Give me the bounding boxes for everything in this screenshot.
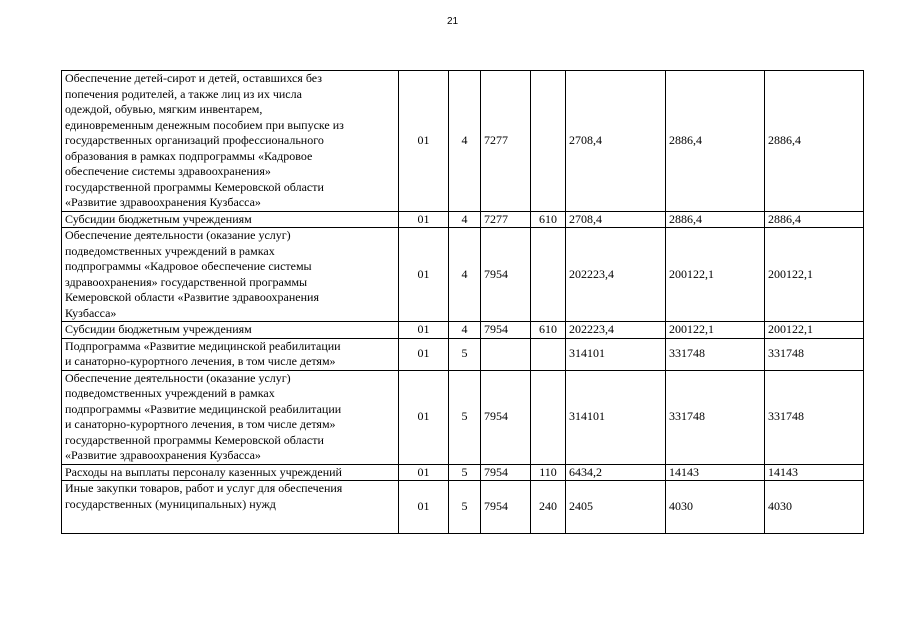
section-code: 01	[399, 338, 449, 370]
description-line: подведомственных учреждений в рамках	[65, 243, 275, 258]
table-row	[62, 464, 864, 481]
article-code: 7277	[481, 211, 531, 228]
section-code: 01	[399, 464, 449, 481]
table-row	[62, 370, 864, 464]
section-code: 01	[399, 322, 449, 339]
amount-1: 202223,4	[566, 228, 666, 322]
amount-3: 4030	[765, 481, 864, 534]
article-code: 7954	[481, 370, 531, 464]
section-code: 01	[399, 71, 449, 212]
article-code: 7277	[481, 71, 531, 212]
amount-1: 2708,4	[566, 71, 666, 212]
section-code: 01	[399, 228, 449, 322]
budget-table-body	[62, 71, 864, 534]
section-code: 01	[399, 211, 449, 228]
description-line: Субсидии бюджетным учреждениям	[65, 322, 252, 336]
budget-table	[61, 70, 864, 534]
row-description	[62, 338, 399, 370]
table-row	[62, 211, 864, 228]
row-description	[62, 211, 399, 228]
expense-type-code: 240	[531, 481, 566, 534]
expense-type-code	[531, 338, 566, 370]
subsection-code: 5	[449, 481, 481, 534]
table-row	[62, 228, 864, 322]
subsection-code: 4	[449, 71, 481, 212]
amount-2: 331748	[666, 370, 765, 464]
amount-3: 14143	[765, 464, 864, 481]
subsection-code: 5	[449, 464, 481, 481]
row-description	[62, 370, 399, 464]
subsection-code: 5	[449, 338, 481, 370]
description-line: Кузбасса»	[65, 305, 117, 320]
page-number: 21	[446, 16, 459, 27]
description-line: Обеспечение детей-сирот и детей, оставшихся без	[65, 71, 322, 85]
amount-2: 14143	[666, 464, 765, 481]
table-row	[62, 481, 864, 534]
description-line: Обеспечение деятельности (оказание услуг)	[65, 228, 291, 242]
amount-2: 331748	[666, 338, 765, 370]
description-line: здравоохранения» государственной программы	[65, 274, 308, 289]
subsection-code: 5	[449, 370, 481, 464]
expense-type-code: 610	[531, 211, 566, 228]
description-line: одеждой, обувью, мягким инвентарем,	[65, 102, 263, 116]
article-code: 7954	[481, 228, 531, 322]
amount-2: 2886,4	[666, 211, 765, 228]
description-line: государственной программы Кемеровской области	[65, 179, 324, 194]
expense-type-code: 610	[531, 322, 566, 339]
article-code	[481, 338, 531, 370]
subsection-code: 4	[449, 322, 481, 339]
amount-1: 6434,2	[566, 464, 666, 481]
row-description	[62, 71, 399, 212]
expense-type-code	[531, 228, 566, 322]
article-code: 7954	[481, 322, 531, 339]
description-line: попечения родителей, а также лиц из их числа	[65, 86, 302, 101]
description-line: Обеспечение деятельности (оказание услуг)	[65, 370, 291, 385]
amount-3: 200122,1	[765, 322, 864, 339]
description-line: государственных организаций профессионального	[65, 133, 324, 147]
row-description	[62, 464, 399, 481]
description-line: обеспечение системы здравоохранения»	[65, 164, 271, 178]
description-line: «Развитие здравоохранения Кузбасса»	[65, 448, 261, 462]
description-line: подпрограммы «Развитие медицинской реабилитации	[65, 401, 342, 416]
description-line: подведомственных учреждений в рамках	[65, 386, 275, 400]
table-row	[62, 338, 864, 370]
amount-1: 314101	[566, 370, 666, 464]
description-line: и санаторно-курортного лечения, в том числе детям»	[65, 354, 336, 368]
amount-1: 2708,4	[566, 211, 666, 228]
amount-1: 202223,4	[566, 322, 666, 339]
amount-2: 2886,4	[666, 71, 765, 212]
description-line: государственной программы Кемеровской области	[65, 432, 324, 447]
description-line: подпрограммы «Кадровое обеспечение системы	[65, 259, 312, 273]
expense-type-code: 110	[531, 464, 566, 481]
description-line: Иные закупки товаров, работ и услуг для обеспечения	[65, 481, 343, 495]
description-line: и санаторно-курортного лечения, в том числе детям»	[65, 417, 336, 431]
expense-type-code	[531, 71, 566, 212]
description-line: единовременным денежным пособием при выпуске из	[65, 117, 344, 132]
table-row	[62, 71, 864, 212]
article-code: 7954	[481, 481, 531, 534]
description-line: образования в рамках подпрограммы «Кадровое	[65, 148, 313, 163]
description-line: государственных (муниципальных) нужд	[65, 496, 276, 511]
section-code: 01	[399, 370, 449, 464]
row-description	[62, 228, 399, 322]
amount-3: 2886,4	[765, 71, 864, 212]
description-line: Субсидии бюджетным учреждениям	[65, 211, 252, 226]
amount-2: 4030	[666, 481, 765, 534]
subsection-code: 4	[449, 211, 481, 228]
amount-3: 200122,1	[765, 228, 864, 322]
amount-2: 200122,1	[666, 228, 765, 322]
row-description	[62, 322, 399, 339]
description-line: Расходы на выплаты персоналу казенных учреждений	[65, 464, 342, 479]
section-code: 01	[399, 481, 449, 534]
amount-3: 2886,4	[765, 211, 864, 228]
expense-type-code	[531, 370, 566, 464]
amount-1: 314101	[566, 338, 666, 370]
amount-3: 331748	[765, 370, 864, 464]
subsection-code: 4	[449, 228, 481, 322]
article-code: 7954	[481, 464, 531, 481]
amount-3: 331748	[765, 338, 864, 370]
description-line: Кемеровской области «Развитие здравоохранения	[65, 290, 319, 304]
table-row	[62, 322, 864, 339]
row-description	[62, 481, 399, 534]
description-line: «Развитие здравоохранения Кузбасса»	[65, 195, 261, 209]
amount-1: 2405	[566, 481, 666, 534]
description-line: Подпрограмма «Развитие медицинской реабилитации	[65, 338, 341, 353]
amount-2: 200122,1	[666, 322, 765, 339]
